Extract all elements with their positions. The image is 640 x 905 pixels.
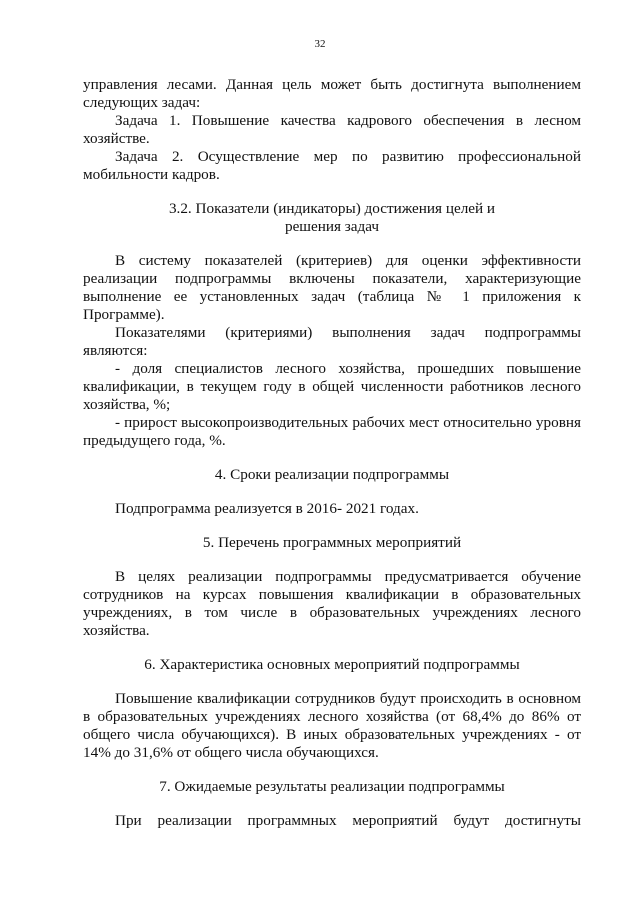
paragraph: При реализации программных мероприятий будут достигнуты	[115, 812, 581, 829]
document-body	[83, 76, 581, 830]
section-heading-7: 7. Ожидаемые результаты реализации подпрограммы	[159, 778, 505, 795]
paragraph: В систему показателей (критериев) для оценки эффективности реализации подпрограммы включены показатели, характеризующие выполнение ее установленных задач (таблица № 1 приложения к Программе).	[83, 252, 581, 323]
section-heading-6: 6. Характеристика основных мероприятий подпрограммы	[144, 656, 520, 673]
paragraph: Показателями (критериями) выполнения задач подпрограммы являются:	[83, 324, 581, 359]
paragraph: управления лесами. Данная цель может быть достигнута выполнением следующих задач:	[83, 76, 581, 111]
paragraph: Подпрограмма реализуется в 2016- 2021 годах.	[115, 500, 419, 517]
paragraph: В целях реализации подпрограммы предусматривается обучение сотрудников на курсах повышения квалификации в образовательных учреждениях, в том числе в образовательных учреждениях лесного хозяйства.	[83, 568, 581, 639]
paragraph-task-2: Задача 2. Осуществление мер по развитию профессиональной мобильности кадров.	[83, 148, 581, 183]
page-number: 32	[314, 38, 326, 50]
paragraph: Повышение квалификации сотрудников будут происходить в основном в образовательных учреждениях лесного хозяйства (от 68,4% до 86% от общего числа обучающихся). В иных образовательных учреждениях - от 14% до 31,6% от общего числа обучающихся.	[83, 690, 581, 761]
list-item: - прирост высокопроизводительных рабочих мест относительно уровня предыдущего года, %.	[83, 414, 581, 449]
section-heading-3-2: 3.2. Показатели (индикаторы) достижения целей и решения задач	[168, 200, 496, 235]
paragraph-task-1: Задача 1. Повышение качества кадрового обеспечения в лесном хозяйстве.	[83, 112, 581, 147]
list-item: - доля специалистов лесного хозяйства, прошедших повышение квалификации, в текущем году в общей численности работников лесного хозяйства, %;	[83, 360, 581, 413]
section-heading-4: 4. Сроки реализации подпрограммы	[214, 466, 450, 483]
section-heading-5: 5. Перечень программных мероприятий	[202, 534, 462, 551]
